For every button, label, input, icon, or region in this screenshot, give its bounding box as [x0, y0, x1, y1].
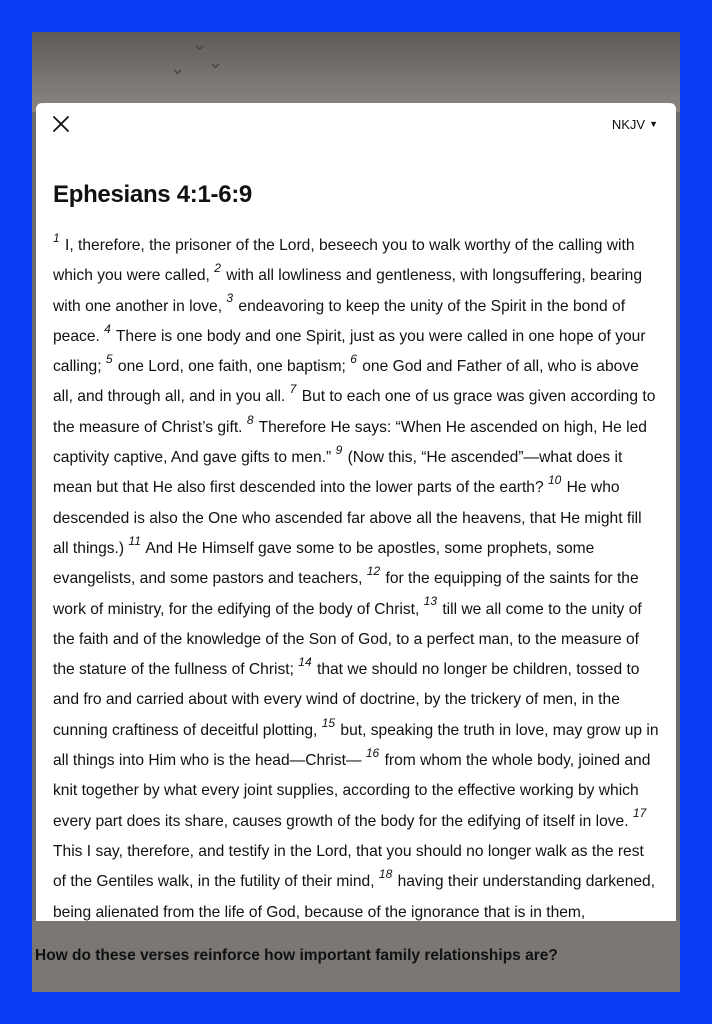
verse-text: from whom the whole body, joined and knit together by what every joint supplies, according to the effective working by which every part does its share, causes growth of the body for the edifying of itself in love.	[53, 752, 651, 830]
verse-text: And He Himself gave some to be apostles, some prophets, some evangelists, and some pastors and teachers,	[53, 539, 595, 588]
verse	[105, 352, 351, 376]
version-label: NKJV	[611, 117, 646, 132]
verse-text: that we should no longer be children, tossed to and fro and carried about with every wind of doctrine, by the trickery of men, in the cunning craftiness of deceitful plotting,	[53, 661, 640, 739]
verse-number: 2	[214, 261, 221, 276]
version-selector[interactable]	[612, 117, 658, 132]
verse-text: but, speaking the truth in love, may grow up in all things into Him who is the head—Christ—	[53, 721, 659, 770]
verse-number: 15	[321, 715, 336, 730]
verse-text: for the equipping of the saints for the work of ministry, for the edifying of the body of Christ,	[53, 570, 639, 618]
background-hero-image	[32, 32, 680, 112]
verse-number: 11	[128, 533, 141, 548]
verse-number: 9	[335, 442, 343, 457]
verse-number: 17	[632, 806, 647, 821]
close-button[interactable]	[50, 113, 72, 135]
verse-text: I, therefore, the prisoner of the Lord, beseech you to walk worthy of the calling with which you were called,	[53, 237, 635, 285]
verse-text: endeavoring to keep the unity of the Spirit in the bond of peace.	[53, 297, 626, 345]
bird-icon: ⌄	[170, 58, 186, 79]
verse-number: 13	[423, 594, 438, 609]
verse-number: 5	[105, 352, 113, 366]
verse-number: 10	[547, 473, 562, 488]
bird-icon: ⌄	[208, 52, 224, 73]
verse-text: Therefore He says: “When He ascended on high, He led captivity captive, And gave gifts to men.”	[53, 418, 647, 467]
caret-down-icon: ▼	[649, 119, 658, 129]
verse-number: 1	[53, 230, 60, 245]
verse-number: 3	[226, 291, 234, 306]
verse-text: with all lowliness and gentleness, with longsuffering, bearing with one another in love,	[53, 267, 643, 315]
verse-text: This I say, therefore, and testify in the Lord, that you should no longer walk as the rest of the Gentiles walk, in the futility of their mind,	[53, 842, 644, 891]
close-icon	[50, 113, 72, 135]
verse-number: 14	[298, 654, 312, 669]
verse-text: one Lord, one faith, one baptism;	[113, 358, 351, 376]
verse-text: till we all come to the unity of the faith and of the knowledge of the Son of God, to a perfect man, to the measure of the stature of the fullness of Christ;	[53, 600, 642, 679]
verse-number: 18	[378, 867, 393, 882]
verse-number: 7	[289, 382, 297, 397]
verse-number: 16	[365, 745, 380, 760]
discussion-question: How do these verses reinforce how important family relationships are?	[35, 947, 558, 964]
passage-title: Ephesians 4:1-6:9	[53, 181, 252, 208]
bird-icon: ⌄	[192, 34, 208, 55]
passage-text	[53, 231, 661, 921]
verse-number: 4	[104, 321, 111, 336]
verse-number: 12	[366, 564, 381, 579]
verse-text: He who descended is also the One who ascended far above all the heavens, that He might fill all things.)	[53, 479, 642, 557]
verse-number: 6	[350, 352, 357, 366]
verse-text: There is one body and one Spirit, just as you were called in one hope of your calling;	[53, 327, 646, 376]
verse-text: having their understanding darkened, being alienated from the life of God, because of the ignorance that is in them,	[53, 873, 656, 921]
verse-text: But to each one of us grace was given according to the measure of Christ’s gift.	[53, 388, 656, 436]
scripture-modal	[36, 103, 676, 921]
verse-text: (Now this, “He ascended”—what does it mean but that He also first descended into the lower parts of the earth?	[53, 449, 623, 497]
verse-text: one God and Father of all, who is above all, and through all, and in you all.	[53, 358, 639, 406]
verse-number: 8	[246, 412, 254, 427]
